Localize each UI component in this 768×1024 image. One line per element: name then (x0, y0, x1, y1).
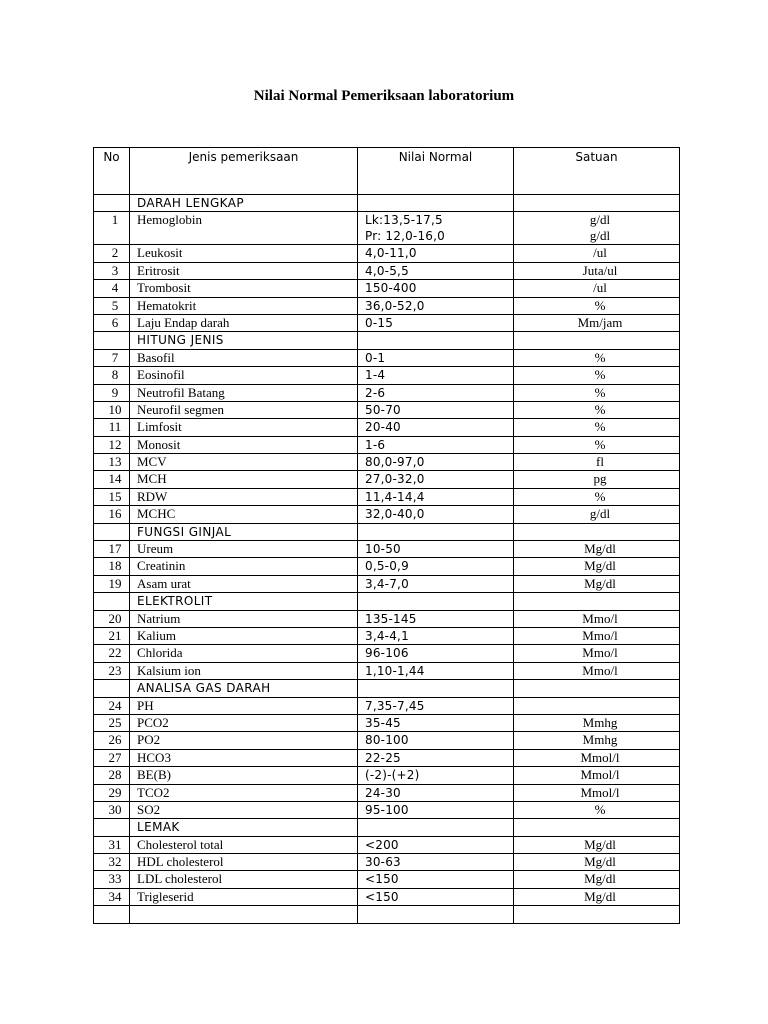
normal-value-line: <150 (365, 889, 399, 904)
unit (514, 262, 680, 279)
normal-value (358, 384, 514, 401)
table-row (94, 575, 680, 592)
section-row (94, 680, 680, 697)
unit-line: % (594, 384, 606, 400)
unit-line: Mm/jam (577, 314, 623, 330)
table-row (94, 212, 680, 245)
page-title: Nilai Normal Pemeriksaan laboratorium (253, 88, 515, 104)
normal-value (358, 314, 514, 331)
table-row (94, 801, 680, 818)
unit (514, 506, 680, 523)
row-number: 26 (94, 732, 130, 749)
row-number (94, 593, 130, 610)
row-number: 23 (94, 662, 130, 679)
normal-value-line: 1-4 (365, 368, 386, 383)
normal-value (358, 749, 514, 766)
table-row (94, 784, 680, 801)
unit-line: % (594, 801, 606, 817)
normal-value-line: 2-6 (365, 385, 386, 400)
row-number: 3 (94, 262, 130, 279)
unit (514, 488, 680, 505)
unit (514, 212, 680, 245)
section-title: DARAH LENGKAP (130, 195, 358, 212)
test-name: Neurofil segmen (130, 401, 358, 418)
row-number: 8 (94, 367, 130, 384)
unit-line: /ul (593, 280, 607, 296)
test-name: Monosit (130, 436, 358, 453)
normal-value-line: 80-100 (365, 733, 409, 748)
table-body (94, 195, 680, 924)
unit (514, 610, 680, 627)
unit-line: Mg/dl (584, 854, 616, 870)
test-name: Kalium (130, 627, 358, 644)
row-number: 9 (94, 384, 130, 401)
row-number (94, 523, 130, 540)
row-number: 29 (94, 784, 130, 801)
normal-value (358, 593, 514, 610)
table-row (94, 280, 680, 297)
row-number (94, 195, 130, 212)
row-number: 31 (94, 836, 130, 853)
row-number: 18 (94, 558, 130, 575)
table-row (94, 401, 680, 418)
normal-value-line: 80,0-97,0 (365, 455, 425, 470)
row-number: 17 (94, 541, 130, 558)
normal-value (358, 262, 514, 279)
test-name: Chlorida (130, 645, 358, 662)
unit (514, 627, 680, 644)
unit-line: g/dl (589, 212, 611, 228)
table-row (94, 314, 680, 331)
test-name: Hematokrit (130, 297, 358, 314)
normal-value (358, 523, 514, 540)
normal-value-line: <200 (365, 837, 399, 852)
unit-line: % (594, 419, 606, 435)
unit (514, 332, 680, 349)
table-row (94, 349, 680, 366)
row-number: 1 (94, 212, 130, 245)
test-name: Natrium (130, 610, 358, 627)
table-row (94, 506, 680, 523)
blank-row (94, 906, 680, 923)
normal-value (358, 836, 514, 853)
test-name: Trigleserid (130, 888, 358, 905)
lab-reference-table (93, 147, 680, 924)
normal-value-line: 96-106 (365, 646, 409, 661)
normal-value (358, 558, 514, 575)
test-name: Limfosit (130, 419, 358, 436)
table-row (94, 645, 680, 662)
test-name: Trombosit (130, 280, 358, 297)
unit-line: % (594, 349, 606, 365)
table-row (94, 541, 680, 558)
normal-value (358, 195, 514, 212)
unit (514, 888, 680, 905)
test-name: PCO2 (130, 714, 358, 731)
unit-line: Mmhg (582, 732, 618, 748)
normal-value (358, 471, 514, 488)
unit (514, 384, 680, 401)
normal-value-line: Pr: 12,0-16,0 (365, 229, 445, 244)
table-row (94, 262, 680, 279)
unit-line: fl (596, 454, 604, 470)
normal-value (358, 454, 514, 471)
section-row (94, 332, 680, 349)
row-number: 25 (94, 714, 130, 731)
unit-line: Mmo/l (582, 645, 618, 661)
normal-value-line: 11,4-14,4 (365, 489, 425, 504)
table-row (94, 384, 680, 401)
unit-line: Mmo/l (582, 627, 618, 643)
test-name: MCH (130, 471, 358, 488)
normal-value (358, 801, 514, 818)
row-number: 10 (94, 401, 130, 418)
row-number (94, 332, 130, 349)
test-name: MCHC (130, 506, 358, 523)
normal-value (358, 732, 514, 749)
table-row (94, 662, 680, 679)
table-header-row (94, 148, 680, 195)
normal-value-line: 0-15 (365, 315, 394, 330)
row-number: 2 (94, 245, 130, 262)
section-title: LEMAK (130, 819, 358, 836)
test-name: Asam urat (130, 575, 358, 592)
normal-value-line: 27,0-32,0 (365, 472, 425, 487)
normal-value (358, 575, 514, 592)
table-row (94, 245, 680, 262)
row-number: 12 (94, 436, 130, 453)
unit (514, 836, 680, 853)
normal-value-line: 36,0-52,0 (365, 298, 425, 313)
test-name: Eritrosit (130, 262, 358, 279)
normal-value-line: 32,0-40,0 (365, 507, 425, 522)
test-name: LDL cholesterol (130, 871, 358, 888)
row-number: 13 (94, 454, 130, 471)
row-number: 16 (94, 506, 130, 523)
test-name: TCO2 (130, 784, 358, 801)
row-number: 20 (94, 610, 130, 627)
unit (514, 367, 680, 384)
table-row (94, 767, 680, 784)
normal-value-line: 24-30 (365, 785, 401, 800)
normal-value-line: 10-50 (365, 542, 401, 557)
unit (514, 749, 680, 766)
unit-line: Mmol/l (580, 767, 620, 783)
test-name: Eosinofil (130, 367, 358, 384)
unit (514, 245, 680, 262)
header-value: Nilai Normal (358, 148, 514, 195)
normal-value-line: 20-40 (365, 420, 401, 435)
normal-value-line: 150-400 (365, 281, 417, 296)
unit-line: Mmo/l (582, 662, 618, 678)
normal-value (358, 436, 514, 453)
table-row (94, 749, 680, 766)
normal-value (358, 819, 514, 836)
unit-line: Mg/dl (584, 888, 616, 904)
row-number: 30 (94, 801, 130, 818)
unit (514, 680, 680, 697)
unit-line: Mg/dl (584, 575, 616, 591)
section-row (94, 195, 680, 212)
unit (514, 419, 680, 436)
unit-line: % (594, 488, 606, 504)
row-number: 33 (94, 871, 130, 888)
unit-line: g/dl (589, 506, 611, 522)
row-number: 11 (94, 419, 130, 436)
unit (514, 523, 680, 540)
table-row (94, 436, 680, 453)
table-row (94, 697, 680, 714)
unit-line: Juta/ul (582, 262, 618, 278)
unit (514, 714, 680, 731)
unit (514, 906, 680, 923)
test-name: Creatinin (130, 558, 358, 575)
unit (514, 454, 680, 471)
unit-line: pg (593, 471, 607, 487)
test-name: SO2 (130, 801, 358, 818)
unit (514, 662, 680, 679)
unit (514, 436, 680, 453)
normal-value (358, 349, 514, 366)
normal-value-line: 0,5-0,9 (365, 559, 409, 574)
unit (514, 871, 680, 888)
unit (514, 801, 680, 818)
normal-value-line: 30-63 (365, 855, 401, 870)
unit-line: % (594, 401, 606, 417)
normal-value (358, 297, 514, 314)
unit (514, 697, 680, 714)
table-row (94, 714, 680, 731)
test-name: MCV (130, 454, 358, 471)
section-title: HITUNG JENIS (130, 332, 358, 349)
normal-value (358, 662, 514, 679)
unit-line: Mg/dl (584, 871, 616, 887)
test-name: Leukosit (130, 245, 358, 262)
unit (514, 732, 680, 749)
normal-value-line: 4,0-5,5 (365, 263, 409, 278)
section-title: ELEKTROLIT (130, 593, 358, 610)
row-number: 28 (94, 767, 130, 784)
row-number: 6 (94, 314, 130, 331)
normal-value-line: 3,4-4,1 (365, 628, 409, 643)
table-row (94, 854, 680, 871)
row-number: 4 (94, 280, 130, 297)
normal-value-line: 22-25 (365, 750, 401, 765)
test-name: Kalsium ion (130, 662, 358, 679)
unit-line: Mg/dl (584, 558, 616, 574)
section-row (94, 819, 680, 836)
test-name: Basofil (130, 349, 358, 366)
normal-value-line: 7,35-7,45 (365, 698, 425, 713)
row-number: 21 (94, 627, 130, 644)
normal-value (358, 645, 514, 662)
normal-value (358, 767, 514, 784)
test-name: PH (130, 697, 358, 714)
normal-value-line: 3,4-7,0 (365, 576, 409, 591)
test-name: Cholesterol total (130, 836, 358, 853)
normal-value (358, 245, 514, 262)
unit (514, 593, 680, 610)
row-number: 15 (94, 488, 130, 505)
table-row (94, 454, 680, 471)
unit (514, 297, 680, 314)
table-row (94, 888, 680, 905)
normal-value-line: 1,10-1,44 (365, 663, 425, 678)
normal-value-line: 4,0-11,0 (365, 246, 417, 261)
row-number: 32 (94, 854, 130, 871)
row-number: 19 (94, 575, 130, 592)
normal-value (358, 888, 514, 905)
test-name: HDL cholesterol (130, 854, 358, 871)
unit (514, 349, 680, 366)
unit (514, 314, 680, 331)
table-row (94, 836, 680, 853)
header-no: No (94, 148, 130, 195)
unit-line: % (594, 367, 606, 383)
section-row (94, 523, 680, 540)
unit (514, 471, 680, 488)
normal-value (358, 697, 514, 714)
normal-value-line: 95-100 (365, 802, 409, 817)
row-number: 7 (94, 349, 130, 366)
header-name: Jenis pemeriksaan (130, 148, 358, 195)
section-title: FUNGSI GINJAL (130, 523, 358, 540)
table-row (94, 610, 680, 627)
normal-value (358, 784, 514, 801)
unit (514, 645, 680, 662)
unit-line: /ul (593, 245, 607, 261)
unit (514, 541, 680, 558)
normal-value (358, 506, 514, 523)
normal-value (358, 488, 514, 505)
normal-value (358, 332, 514, 349)
table-row (94, 367, 680, 384)
row-number (94, 680, 130, 697)
normal-value (358, 367, 514, 384)
normal-value (358, 610, 514, 627)
normal-value (358, 401, 514, 418)
test-name: PO2 (130, 732, 358, 749)
unit-line: Mmo/l (582, 610, 618, 626)
unit (514, 854, 680, 871)
unit (514, 575, 680, 592)
normal-value (358, 906, 514, 923)
unit-line: Mmhg (582, 714, 618, 730)
unit-line: % (594, 436, 606, 452)
normal-value-line: (-2)-(+2) (365, 768, 420, 783)
normal-value (358, 714, 514, 731)
unit (514, 819, 680, 836)
normal-value-line: 50-70 (365, 402, 401, 417)
row-number: 14 (94, 471, 130, 488)
unit (514, 784, 680, 801)
normal-value (358, 419, 514, 436)
normal-value (358, 541, 514, 558)
table-row (94, 471, 680, 488)
unit-line: g/dl (589, 228, 611, 244)
normal-value (358, 680, 514, 697)
unit (514, 195, 680, 212)
unit (514, 401, 680, 418)
test-name: Hemoglobin (130, 212, 358, 245)
normal-value-line: 1-6 (365, 437, 386, 452)
row-number: 27 (94, 749, 130, 766)
normal-value (358, 627, 514, 644)
unit (514, 558, 680, 575)
normal-value-line: 135-145 (365, 611, 417, 626)
section-row (94, 593, 680, 610)
table-row (94, 419, 680, 436)
table-row (94, 558, 680, 575)
unit (514, 280, 680, 297)
normal-value (358, 280, 514, 297)
test-name: Ureum (130, 541, 358, 558)
normal-value-line: 0-1 (365, 350, 386, 365)
unit (514, 767, 680, 784)
unit-line: % (594, 297, 606, 313)
table-row (94, 488, 680, 505)
test-name: BE(B) (130, 767, 358, 784)
row-number: 22 (94, 645, 130, 662)
normal-value (358, 854, 514, 871)
normal-value-line: <150 (365, 872, 399, 887)
normal-value-line: 35-45 (365, 715, 401, 730)
table-row (94, 297, 680, 314)
row-number (94, 819, 130, 836)
unit-line: Mmol/l (580, 784, 620, 800)
header-unit: Satuan (514, 148, 680, 195)
table-row (94, 871, 680, 888)
row-number: 5 (94, 297, 130, 314)
unit-line: Mmol/l (580, 749, 620, 765)
row-number: 24 (94, 697, 130, 714)
unit-line: Mg/dl (584, 836, 616, 852)
normal-value (358, 871, 514, 888)
test-name: Neutrofil Batang (130, 384, 358, 401)
row-number: 34 (94, 888, 130, 905)
test-name: RDW (130, 488, 358, 505)
normal-value-line: Lk:13,5-17,5 (365, 213, 443, 228)
test-name: HCO3 (130, 749, 358, 766)
unit-line: Mg/dl (584, 541, 616, 557)
table-row (94, 732, 680, 749)
test-name (130, 906, 358, 923)
table-row (94, 627, 680, 644)
test-name: Laju Endap darah (130, 314, 358, 331)
section-title: ANALISA GAS DARAH (130, 680, 358, 697)
normal-value (358, 212, 514, 245)
row-number (94, 906, 130, 923)
